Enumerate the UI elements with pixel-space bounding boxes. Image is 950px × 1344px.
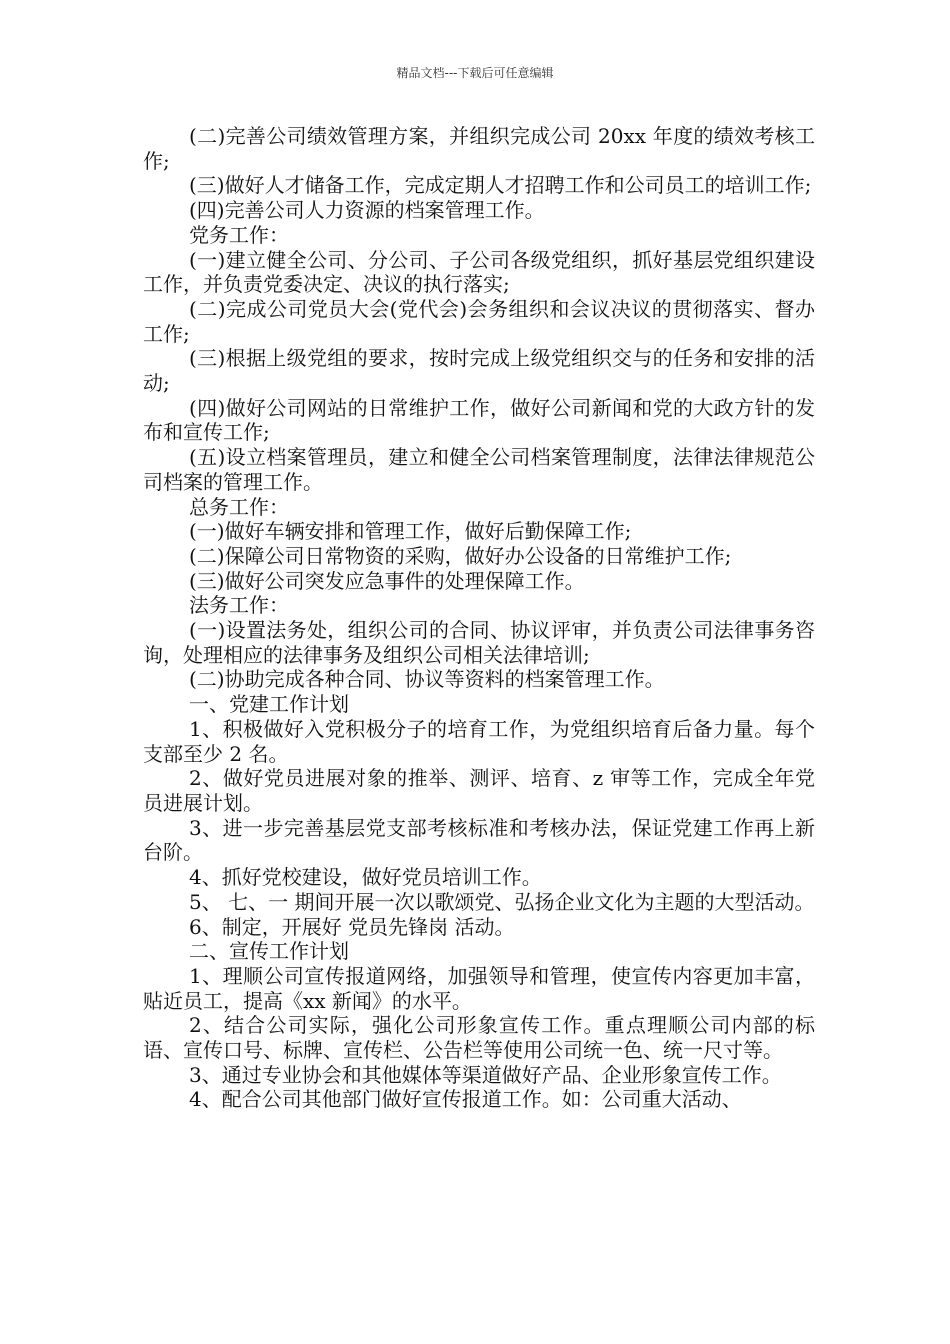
paragraph: 4、配合公司其他部门做好宣传报道工作。如：公司重大活动、 [189, 1087, 742, 1112]
paragraph: 4、抓好党校建设，做好党员培训工作。 [189, 865, 542, 890]
section-heading: 总务工作： [189, 494, 289, 519]
paragraph: (三)做好公司突发应急事件的处理保障工作。 [189, 568, 585, 593]
section-heading: 一、党建工作计划 [189, 692, 349, 717]
paragraph: (二)协助完成各种合同、协议等资料的档案管理工作。 [189, 667, 665, 692]
document-body [143, 124, 815, 1112]
paragraph: (四)做好公司网站的日常维护工作，做好公司新闻和党的大政方针的发布和宣传工作; [143, 395, 815, 445]
paragraph: (二)完善公司绩效管理方案，并组织完成公司 20xx 年度的绩效考核工作; [143, 124, 815, 173]
paragraph: (四)完善公司人力资源的档案管理工作。 [189, 198, 545, 223]
paragraph: (三)做好人才储备工作，完成定期人才招聘工作和公司员工的培训工作; [189, 173, 812, 198]
paragraph: 2、结合公司实际，强化公司形象宣传工作。重点理顺公司内部的标语、宣传口号、标牌、宣传栏、公告栏等使用公司统一色、统一尺寸等。 [143, 1013, 815, 1063]
section-heading: 法务工作： [189, 593, 289, 618]
paragraph: 6、制定，开展好 党员先锋岗 活动。 [189, 914, 515, 939]
paragraph: (一)做好车辆安排和管理工作，做好后勤保障工作; [189, 519, 632, 544]
paragraph: 1、理顺公司宣传报道网络，加强领导和管理，使宣传内容更加丰富，贴近员工，提高《xx 新闻》的水平。 [143, 963, 815, 1013]
paragraph: 1、积极做好入党积极分子的培育工作，为党组织培育后备力量。每个支部至少 2 名。 [143, 716, 815, 766]
paragraph: (二)完成公司党员大会(党代会)会务组织和会议决议的贯彻落实、督办工作; [143, 296, 815, 346]
paragraph: 2、做好党员进展对象的推举、测评、培育、z 审等工作，完成全年党员进展计划。 [143, 766, 815, 815]
paragraph: (三)根据上级党组的要求，按时完成上级党组织交与的任务和安排的活动; [143, 346, 815, 396]
section-heading: 党务工作： [189, 222, 289, 247]
paragraph: 3、通过专业协会和其他媒体等渠道做好产品、企业形象宣传工作。 [189, 1062, 782, 1087]
paragraph: (一)设置法务处，组织公司的合同、协议评审，并负责公司法律事务咨询，处理相应的法律事务及组织公司相关法律培训; [143, 618, 815, 667]
page-header: 精品文档---下载后可任意编辑 [396, 66, 554, 80]
section-heading: 二、宣传工作计划 [189, 939, 349, 964]
paragraph: 3、进一步完善基层党支部考核标准和考核办法，保证党建工作再上新台阶。 [143, 815, 815, 865]
paragraph: (一)建立健全公司、分公司、子公司各级党组织，抓好基层党组织建设工作，并负责党委决定、决议的执行落实; [143, 247, 815, 297]
paragraph: (五)设立档案管理员，建立和健全公司档案管理制度，法律法律规范公司档案的管理工作。 [143, 445, 815, 494]
paragraph: (二)保障公司日常物资的采购，做好办公设备的日常维护工作; [189, 543, 732, 568]
paragraph: 5、 七、一 期间开展一次以歌颂党、弘扬企业文化为主题的大型活动。 [189, 889, 815, 914]
